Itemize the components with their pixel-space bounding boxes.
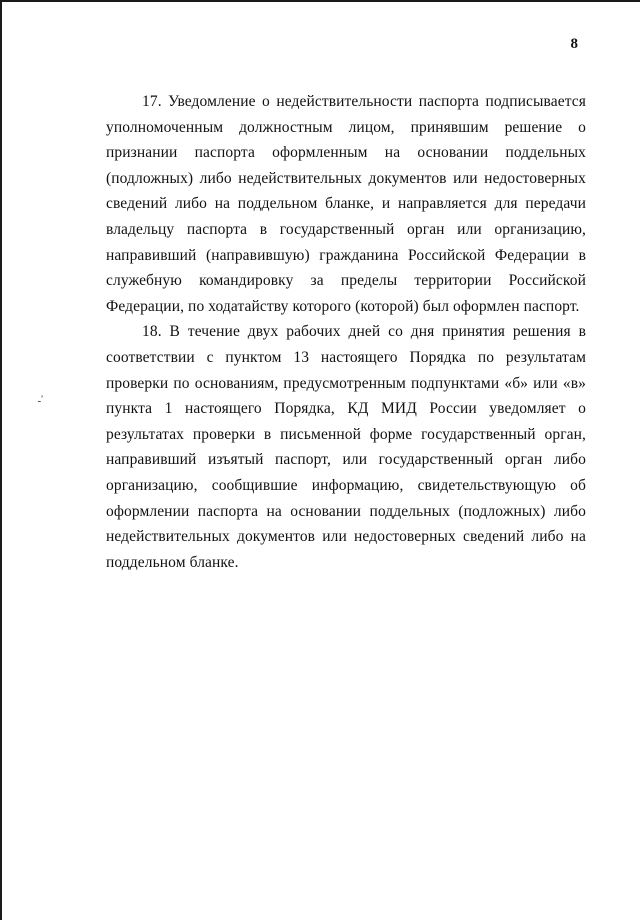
paragraph-18: 18. В течение двух рабочих дней со дня принятия решения в соответствии с пунктом 13 настоящего Порядка по результатам проверки по основаниям, предусмотренным подпунктами «б» или «в» пункта 1 настоящего Порядка, КД МИД России уведомляет о результатах проверки в письменной форме государственный орган, направивший изъятый паспорт, или государственный орган либо организацию, сообщившие информацию, свидетельствующую об оформлении паспорта на основании поддельных (подложных) либо недействительных документов или недостоверных сведений либо на поддельном бланке.	[106, 323, 586, 571]
scan-artifact-mark: ـ’	[38, 395, 44, 405]
document-body	[106, 89, 586, 575]
page-number: 8	[570, 36, 578, 52]
paragraph-17: 17. Уведомление о недействительности паспорта подписывается уполномоченным должностным лицом, принявшим решение о признании паспорта оформленным на основании поддельных (подложных) либо недействительных документов или недостоверных сведений либо на поддельном бланке, и направляется для передачи владельцу паспорта в государственный орган или организацию, направивший (направившую) гражданина Российской Федерации в служебную командировку за пределы территории Российской Федерации, по ходатайству которого (которой) был оформлен паспорт.	[106, 93, 586, 315]
